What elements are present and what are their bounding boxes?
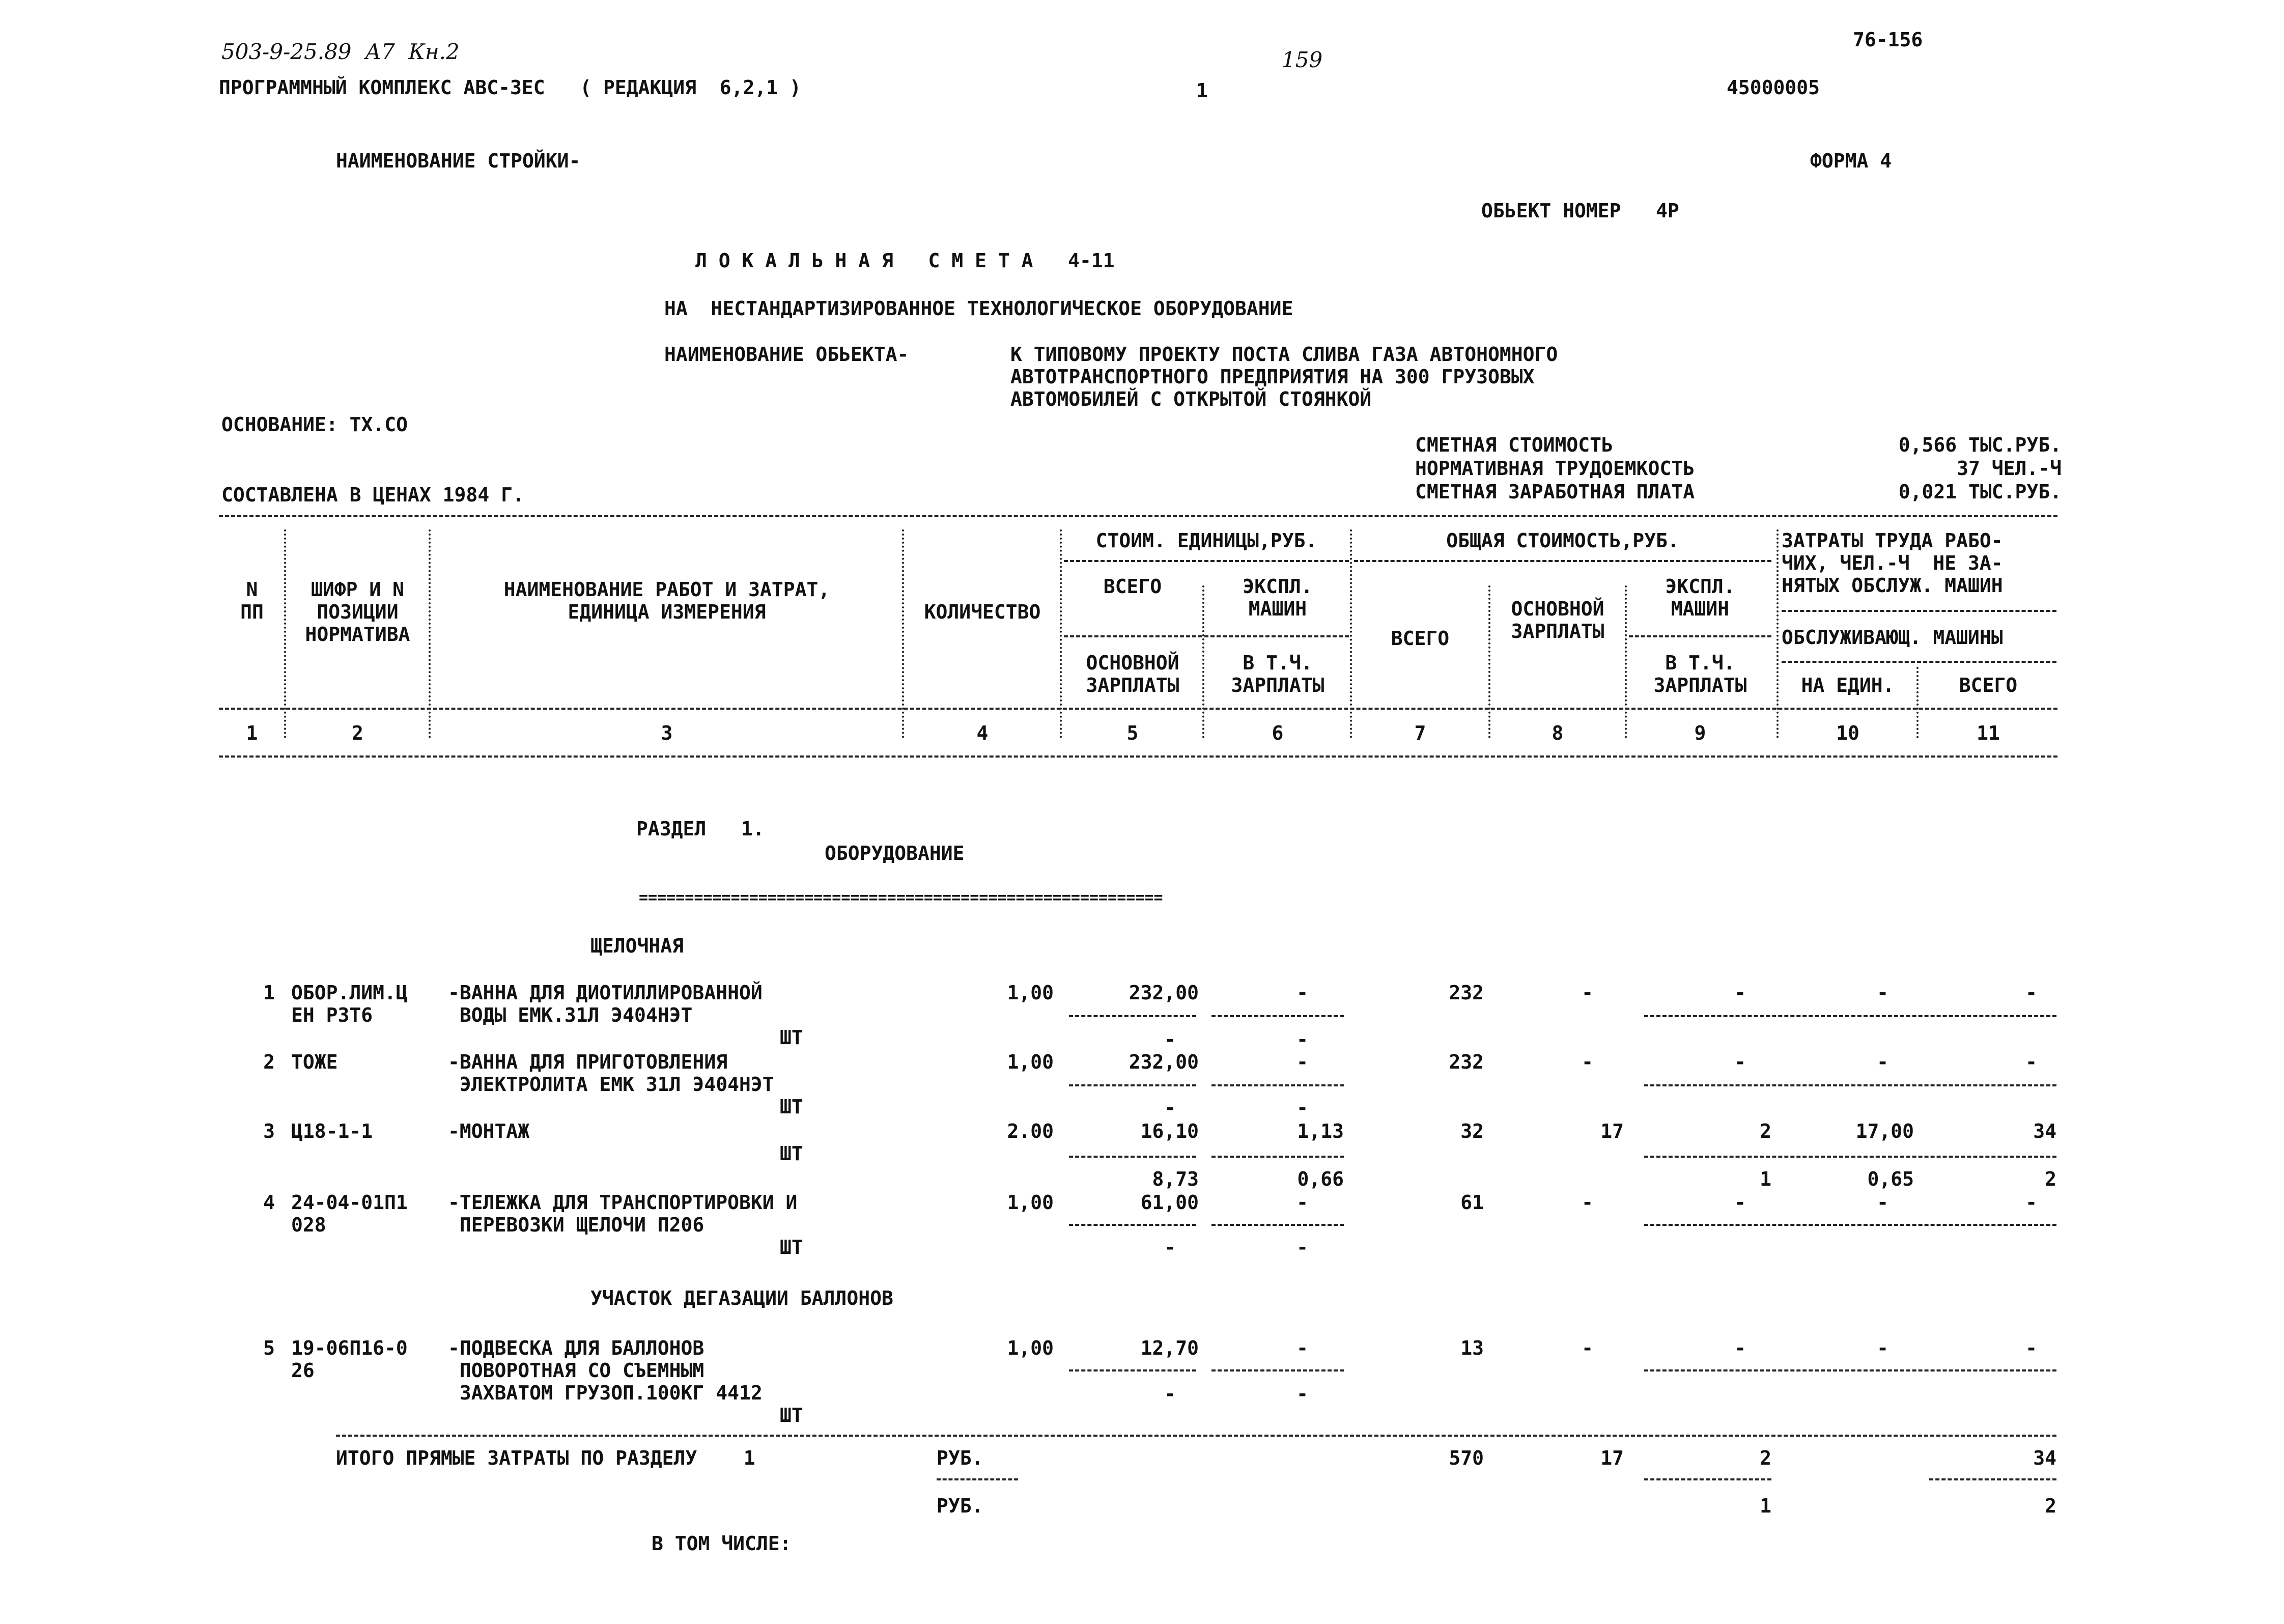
including-label: В ТОМ ЧИСЛЕ:: [652, 1532, 792, 1555]
header-total-machines: ЭКСПЛ.: [1665, 575, 1735, 598]
item-name: -ПОДВЕСКА ДЛЯ БАЛЛОНОВ: [448, 1337, 704, 1359]
item-name: ПЕРЕВОЗКИ ЩЕЛОЧИ П206: [448, 1214, 704, 1236]
summary-label: СМЕТНАЯ ЗАРАБОТНАЯ ПЛАТА: [1415, 481, 1695, 503]
header-total-incl: ЗАРПЛАТЫ: [1653, 674, 1747, 696]
unit-wage: -: [1164, 1097, 1176, 1119]
header-labor-total: ВСЕГО: [1959, 674, 2018, 696]
value-rule: [1211, 1224, 1344, 1226]
item-unit: ШТ: [780, 1096, 803, 1118]
item-unit: ШТ: [780, 1236, 803, 1258]
unit-wage: 8,73: [1152, 1168, 1199, 1190]
summary-value: 37 ЧЕЛ.-Ч: [1957, 457, 2062, 480]
estimate-subject: НА НЕСТАНДАРТИЗИРОВАННОЕ ТЕХНОЛОГИЧЕСКОЕ ОБОРУДОВАНИЕ: [664, 297, 1293, 320]
unit-total: 232,00: [1129, 982, 1199, 1004]
header-work-name: ЕДИНИЦА ИЗМЕРЕНИЯ: [568, 601, 766, 623]
column-number: 4: [976, 722, 989, 744]
value-rule: [1069, 1084, 1196, 1086]
labor-total: -: [2025, 1191, 2037, 1214]
unit-incl: 0,66: [1297, 1168, 1344, 1190]
construction-name-label: НАИМЕНОВАНИЕ СТРОЙКИ-: [336, 150, 581, 172]
column-separator: [1488, 585, 1490, 738]
object-name-line: К ТИПОВОМУ ПРОЕКТУ ПОСТА СЛИВА ГАЗА АВТОНОМНОГО: [1010, 343, 1558, 366]
column-separator: [1777, 529, 1779, 738]
item-name: ЗАХВАТОМ ГРУЗОП.100КГ 4412: [448, 1382, 763, 1404]
value-rule: [1069, 1369, 1196, 1371]
labor-total: 34: [2033, 1120, 2056, 1142]
value-rule: [1069, 1015, 1196, 1017]
column-separator: [1350, 529, 1352, 738]
labor-unit: 17,00: [1855, 1120, 1914, 1142]
item-code: ЕН РЗТ6: [291, 1004, 373, 1026]
labor-total: -: [2025, 982, 2037, 1004]
header-total-wage: ЗАРПЛАТЫ: [1511, 620, 1604, 642]
header-work-name: НАИМЕНОВАНИЕ РАБОТ И ЗАТРАТ,: [503, 578, 830, 601]
unit-wage: -: [1164, 1383, 1176, 1405]
object-name-line: АВТОТРАНСПОРТНОГО ПРЕДПРИЯТИЯ НА 300 ГРУЗОВЫХ: [1010, 366, 1535, 388]
column-separator: [1202, 585, 1204, 738]
unit-machines: -: [1296, 1191, 1308, 1214]
item-name: ВОДЫ ЕМК.31Л Э404НЭТ: [448, 1004, 693, 1026]
column-number: 10: [1836, 722, 1859, 744]
unit-total: 232,00: [1129, 1051, 1199, 1073]
unit-machines: -: [1296, 982, 1308, 1004]
unit-incl: -: [1296, 1028, 1308, 1051]
item-number: 1: [263, 982, 275, 1004]
unit-machines: -: [1296, 1051, 1308, 1073]
unit-total: 16,10: [1140, 1120, 1199, 1142]
header-subrule: [1064, 635, 1349, 637]
object-number: ОБЬЕКТ НОМЕР 4Р: [1481, 200, 1679, 222]
summary-label: СМЕТНАЯ СТОИМОСТЬ: [1415, 434, 1613, 456]
labor-unit: -: [1877, 1337, 1888, 1359]
header-unit-incl: ЗАРПЛАТЫ: [1231, 674, 1324, 696]
total-all: 232: [1449, 1051, 1484, 1073]
value-rule: [1211, 1156, 1344, 1158]
object-name-line: АВТОМОБИЛЕЙ С ОТКРЫТОЙ СТОЯНКОЙ: [1010, 388, 1372, 410]
labor-total: -: [2025, 1051, 2037, 1073]
item-number: 5: [263, 1337, 275, 1359]
header-labor: НЯТЫХ ОБСЛУЖ. МАШИН: [1782, 574, 2003, 597]
header-total-incl: В Т.Ч.: [1665, 652, 1735, 674]
totals-currency: РУБ.: [937, 1495, 983, 1517]
header-unit-total: ВСЕГО: [1103, 575, 1162, 598]
header-bottom-rule: [219, 708, 2057, 710]
total-machines: -: [1734, 982, 1746, 1004]
total-wage: 17: [1600, 1120, 1624, 1142]
total-wage: -: [1582, 1191, 1593, 1214]
total-incl: 1: [1760, 1168, 1771, 1190]
header-subrule: [1629, 635, 1771, 637]
header-total-all: ВСЕГО: [1391, 627, 1450, 650]
labor-unit: -: [1877, 982, 1888, 1004]
header-code: ПОЗИЦИИ: [317, 601, 399, 623]
summary-value: 0,021 ТЫС.РУБ.: [1898, 481, 2062, 503]
column-separator: [902, 529, 904, 738]
labor-total-incl: 2: [2045, 1168, 2056, 1190]
section-separator: =========================================================: [639, 889, 1163, 907]
section-title: РАЗДЕЛ 1.: [636, 818, 765, 840]
totals-label: ИТОГО ПРЯМЫЕ ЗАТРАТЫ ПО РАЗДЕЛУ 1: [336, 1447, 755, 1469]
price-base: СОСТАВЛЕНА В ЦЕНАХ 1984 Г.: [221, 484, 524, 506]
item-code: 028: [291, 1214, 326, 1236]
item-number: 2: [263, 1051, 275, 1073]
group-name: ЩЕЛОЧНАЯ: [590, 935, 684, 957]
header-code: НОРМАТИВА: [305, 623, 410, 646]
sheet-number: 1: [1196, 79, 1208, 102]
totals-labor-incl: 2: [2045, 1495, 2056, 1517]
header-labor: ЗАТРАТЫ ТРУДА РАБО-: [1782, 529, 2003, 552]
total-wage: -: [1582, 1051, 1593, 1073]
total-wage: -: [1582, 1337, 1593, 1359]
value-rule: [1644, 1015, 2056, 1017]
totals-rule: [336, 1435, 2056, 1437]
item-number: 3: [263, 1120, 275, 1142]
total-all: 61: [1460, 1191, 1484, 1214]
unit-total: 12,70: [1140, 1337, 1199, 1359]
header-subrule: [1782, 661, 2056, 663]
header-unit-cost: СТОИМ. ЕДИНИЦЫ,РУБ.: [1095, 529, 1317, 552]
header-unit-wage: ЗАРПЛАТЫ: [1086, 674, 1179, 696]
summary-label: НОРМАТИВНАЯ ТРУДОЕМКОСТЬ: [1415, 457, 1695, 480]
value-rule: [1644, 1084, 2056, 1086]
value-rule: [937, 1478, 1018, 1480]
item-unit: ШТ: [780, 1404, 803, 1426]
handwritten-reference: 503-9-25.89 А7 Кн.2: [221, 39, 460, 64]
unit-wage: -: [1164, 1236, 1176, 1258]
header-labor-service: ОБСЛУЖИВАЮЩ. МАШИНЫ: [1782, 626, 2003, 649]
item-number: 4: [263, 1191, 275, 1214]
value-rule: [1644, 1369, 2056, 1371]
column-number: 7: [1414, 722, 1426, 744]
item-name: ЭЛЕКТРОЛИТА ЕМК 31Л Э404НЭТ: [448, 1073, 774, 1096]
form-label: ФОРМА 4: [1810, 150, 1892, 172]
column-number: 3: [661, 722, 673, 744]
basis: ОСНОВАНИЕ: ТХ.СО: [221, 413, 408, 436]
totals-machines: 2: [1760, 1447, 1771, 1469]
value-rule: [1644, 1156, 2056, 1158]
program-line: ПРОГРАММНЫЙ КОМПЛЕКС АВС-ЗЕС ( РЕДАКЦИЯ 6,2,1 ): [219, 76, 801, 99]
column-separator: [429, 529, 431, 738]
table-top-rule: [219, 515, 2057, 517]
item-quantity: 1,00: [1007, 1051, 1054, 1073]
item-quantity: 1,00: [1007, 982, 1054, 1004]
unit-incl: -: [1296, 1097, 1308, 1119]
total-wage: -: [1582, 982, 1593, 1004]
estimate-code: 45000005: [1727, 76, 1820, 99]
value-rule: [1644, 1224, 2056, 1226]
handwritten-page-number: 159: [1282, 47, 1323, 72]
header-quantity: КОЛИЧЕСТВО: [924, 601, 1041, 623]
column-number: 2: [352, 722, 363, 744]
column-number: 1: [246, 722, 258, 744]
unit-wage: -: [1164, 1028, 1176, 1051]
item-code: 24-04-01П1: [291, 1191, 408, 1214]
header-unit-machines: МАШИН: [1248, 598, 1307, 620]
item-code: 19-06П16-0: [291, 1337, 408, 1359]
document-code: 76-156: [1853, 29, 1923, 51]
header-subrule: [1782, 610, 2056, 612]
labor-unit: -: [1877, 1051, 1888, 1073]
value-rule: [1929, 1478, 2056, 1480]
column-separator: [284, 529, 286, 738]
item-quantity: 1,00: [1007, 1337, 1054, 1359]
item-name: -ВАННА ДЛЯ ПРИГОТОВЛЕНИЯ: [448, 1051, 728, 1073]
labor-total: -: [2025, 1337, 2037, 1359]
item-name: ПОВОРОТНАЯ СО СЪЕМНЫМ: [448, 1359, 704, 1382]
column-number: 6: [1272, 722, 1284, 744]
column-separator: [1916, 667, 1919, 738]
item-unit: ШТ: [780, 1142, 803, 1165]
item-code: ТОЖЕ: [291, 1051, 338, 1073]
column-numbers-rule: [219, 755, 2057, 758]
header-number: N: [246, 578, 258, 601]
header-subrule: [1064, 560, 1349, 562]
header-code: ШИФР И N: [311, 578, 405, 601]
total-machines: -: [1734, 1191, 1746, 1214]
labor-unit-incl: 0,65: [1867, 1168, 1914, 1190]
column-separator: [1625, 585, 1627, 738]
totals-labor: 34: [2033, 1447, 2056, 1469]
item-name: -ВАННА ДЛЯ ДИОТИЛЛИРОВАННОЙ: [448, 982, 763, 1004]
column-number: 5: [1126, 722, 1139, 744]
unit-incl: -: [1296, 1236, 1308, 1258]
header-total-cost: ОБЩАЯ СТОИМОСТЬ,РУБ.: [1446, 529, 1679, 552]
header-total-machines: МАШИН: [1671, 598, 1730, 620]
section-name: ОБОРУДОВАНИЕ: [825, 842, 965, 864]
item-quantity: 2.00: [1007, 1120, 1054, 1142]
item-code: Ц18-1-1: [291, 1120, 373, 1142]
unit-incl: -: [1296, 1383, 1308, 1405]
unit-machines: 1,13: [1297, 1120, 1344, 1142]
labor-unit: -: [1877, 1191, 1888, 1214]
header-labor-unit: НА ЕДИН.: [1801, 674, 1895, 696]
column-number: 11: [1977, 722, 2000, 744]
total-machines: 2: [1760, 1120, 1771, 1142]
estimate-title: Л О К А Л Ь Н А Я С М Е Т А 4-11: [695, 249, 1115, 272]
item-code: 26: [291, 1359, 315, 1382]
column-number: 9: [1694, 722, 1706, 744]
total-all: 232: [1449, 982, 1484, 1004]
total-all: 32: [1460, 1120, 1484, 1142]
header-unit-incl: В Т.Ч.: [1243, 652, 1313, 674]
header-unit-wage: ОСНОВНОЙ: [1086, 652, 1179, 674]
total-machines: -: [1734, 1337, 1746, 1359]
item-quantity: 1,00: [1007, 1191, 1054, 1214]
item-name: -МОНТАЖ: [448, 1120, 530, 1142]
header-subrule: [1354, 560, 1771, 562]
value-rule: [1211, 1015, 1344, 1017]
total-all: 13: [1460, 1337, 1484, 1359]
totals-all: 570: [1449, 1447, 1484, 1469]
unit-total: 61,00: [1140, 1191, 1199, 1214]
value-rule: [1211, 1369, 1344, 1371]
totals-currency: РУБ.: [937, 1447, 983, 1469]
item-unit: ШТ: [780, 1026, 803, 1049]
header-total-wage: ОСНОВНОЙ: [1511, 598, 1604, 620]
totals-machines-incl: 1: [1760, 1495, 1771, 1517]
value-rule: [1211, 1084, 1344, 1086]
total-machines: -: [1734, 1051, 1746, 1073]
header-labor: ЧИХ, ЧЕЛ.-Ч НЕ ЗА-: [1782, 552, 2003, 574]
value-rule: [1069, 1224, 1196, 1226]
value-rule: [1644, 1478, 1771, 1480]
unit-machines: -: [1296, 1337, 1308, 1359]
item-code: ОБОР.ЛИМ.Ц: [291, 982, 408, 1004]
group-name: УЧАСТОК ДЕГАЗАЦИИ БАЛЛОНОВ: [590, 1287, 893, 1309]
header-number: ПП: [240, 601, 264, 623]
object-label: НАИМЕНОВАНИЕ ОБЬЕКТА-: [664, 343, 909, 366]
column-number: 8: [1552, 722, 1564, 744]
totals-wage: 17: [1600, 1447, 1624, 1469]
value-rule: [1069, 1156, 1196, 1158]
item-name: -ТЕЛЕЖКА ДЛЯ ТРАНСПОРТИРОВКИ И: [448, 1191, 798, 1214]
column-separator: [1060, 529, 1062, 738]
header-unit-machines: ЭКСПЛ.: [1243, 575, 1313, 598]
summary-value: 0,566 ТЫС.РУБ.: [1898, 434, 2062, 456]
